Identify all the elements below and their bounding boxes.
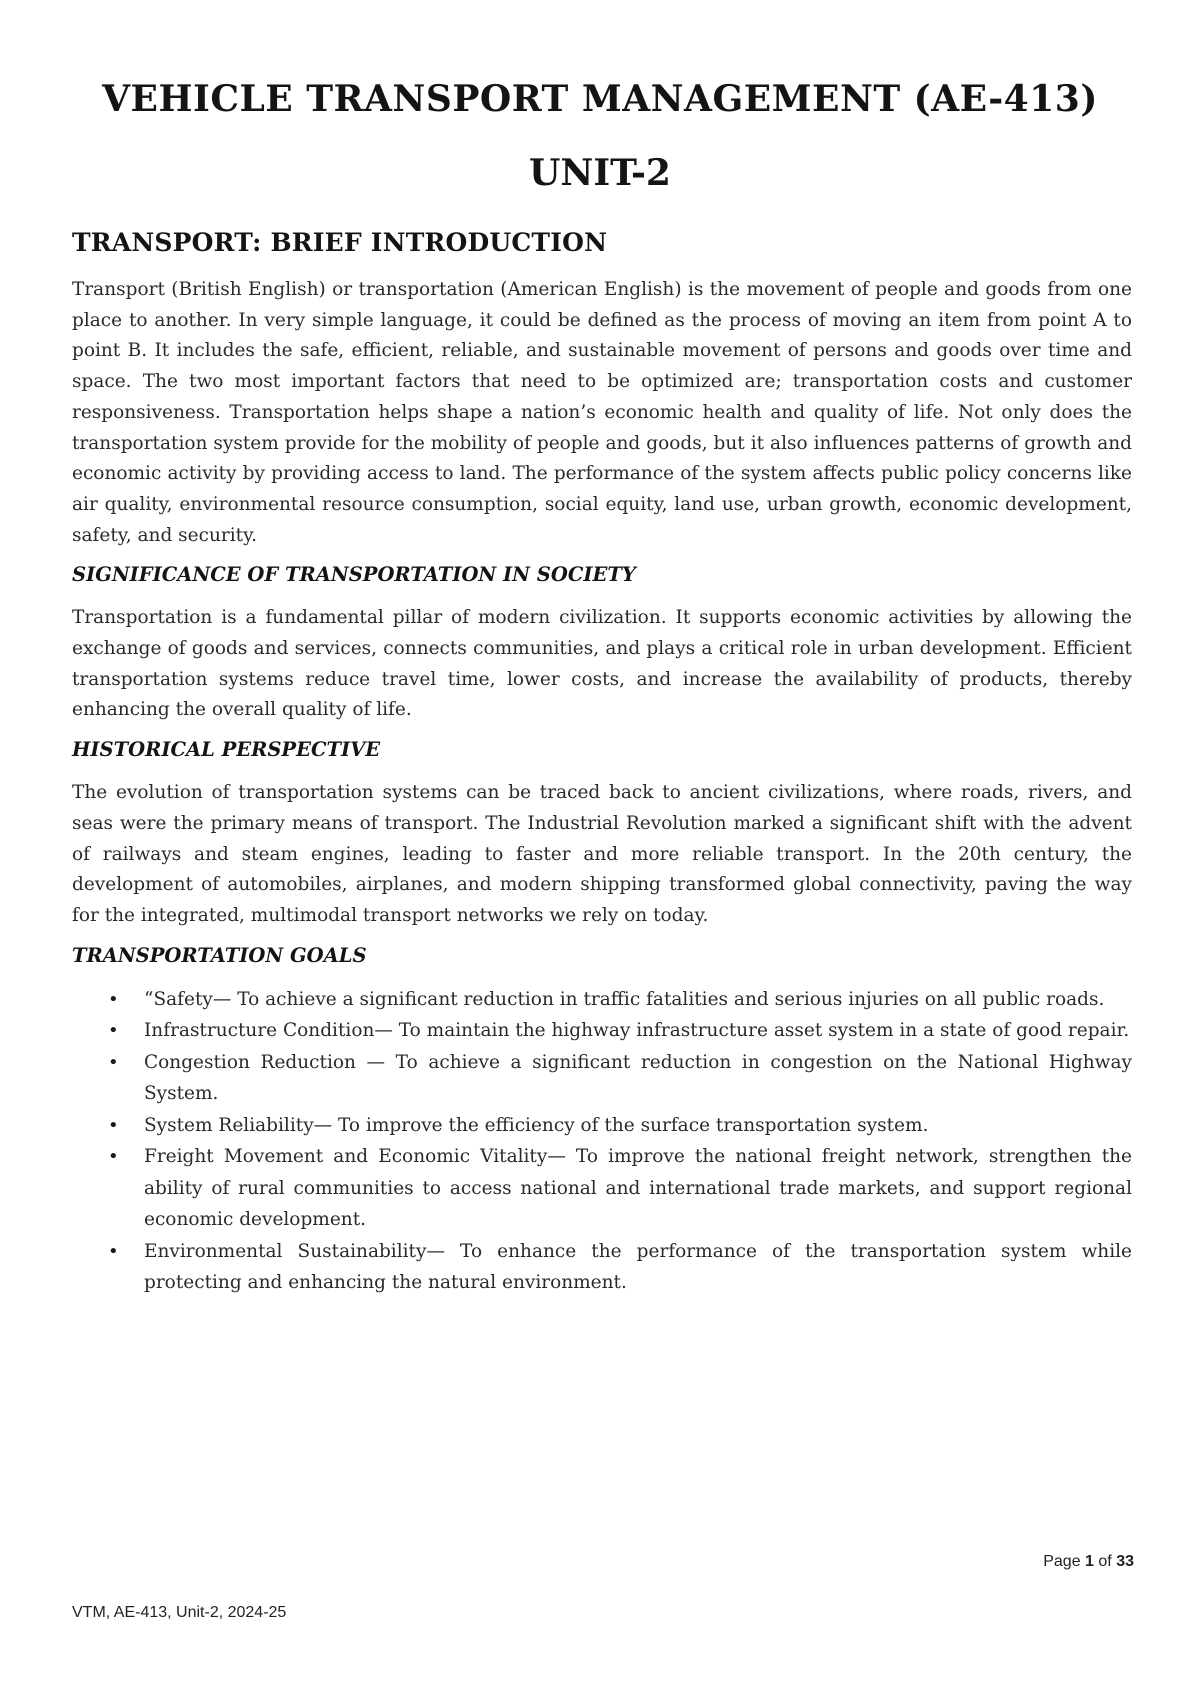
document-body (72, 228, 1132, 1299)
bullet-icon: • (108, 988, 119, 1010)
significance-heading: SIGNIFICANCE OF TRANSPORTATION IN SOCIETY (72, 563, 636, 587)
unit-heading: UNIT-2 (529, 152, 671, 194)
page-of: of (1098, 1553, 1112, 1570)
page-total: 33 (1116, 1553, 1134, 1570)
goal-text: System Reliability— To improve the efficiency of the surface transportation system. (144, 1114, 929, 1136)
goal-text: Environmental Sustainability— To enhance the performance of the transportation system while protecting and enhancing the natural environment. (144, 1240, 1132, 1294)
document-title: VEHICLE TRANSPORT MANAGEMENT (AE-413) (102, 78, 1098, 120)
goal-item (108, 984, 1132, 1016)
bullet-icon: • (108, 1020, 119, 1042)
intro-heading: TRANSPORT: BRIEF INTRODUCTION (72, 228, 608, 257)
historical-heading: HISTORICAL PERSPECTIVE (72, 738, 381, 762)
goals-heading: TRANSPORTATION GOALS (72, 943, 367, 967)
page-current: 1 (1085, 1553, 1094, 1570)
goal-item (108, 1015, 1132, 1047)
goal-text: “Safety— To achieve a significant reduction in traffic fatalities and serious injuries on all public roads. (144, 988, 1105, 1010)
historical-paragraph: The evolution of transportation systems can be traced back to ancient civilizations, where roads, rivers, and seas were the primary means of transport. The Industrial Revolution marked a significant shift with the advent of railways and steam engines, leading to faster and more reliable transport. In the 20th century, the development of automobiles, airplanes, and modern shipping transformed global connectivity, paving the way for the integrated, multimodal transport networks we rely on today. (72, 782, 1132, 926)
page-number (1043, 1553, 1134, 1571)
goal-item (108, 1236, 1132, 1299)
page-label: Page (1043, 1553, 1081, 1570)
goal-item (108, 1047, 1132, 1110)
bullet-icon: • (108, 1240, 119, 1262)
goal-text: Freight Movement and Economic Vitality— To improve the national freight network, strengthen the ability of rural communities to access national and international trade markets, and support regional economic development. (144, 1146, 1132, 1231)
intro-paragraph: Transport (British English) or transportation (American English) is the movement of people and goods from one place to another. In very simple language, it could be defined as the process of moving an item from point A to point B. It includes the safe, efficient, reliable, and sustainable movement of persons and goods over time and space. The two most important factors that need to be optimized are; transportation costs and customer responsiveness. Transportation helps shape a nation’s economic health and quality of life. Not only does the transportation system provide for the mobility of people and goods, but it also influences patterns of growth and economic activity by providing access to land. The performance of the system affects public policy concerns like air quality, environmental resource consumption, social equity, land use, urban growth, economic development, safety, and security. (72, 279, 1132, 546)
goal-text: Congestion Reduction — To achieve a significant reduction in congestion on the National Highway System. (144, 1051, 1132, 1105)
goal-text: Infrastructure Condition— To maintain the highway infrastructure asset system in a state of good repair. (144, 1020, 1130, 1042)
footer-doc-ref: VTM, AE-413, Unit-2, 2024-25 (72, 1604, 287, 1621)
significance-paragraph: Transportation is a fundamental pillar of modern civilization. It supports economic activities by allowing the exchange of goods and services, connects communities, and plays a critical role in urban development. Efficient transportation systems reduce travel time, lower costs, and increase the availability of products, thereby enhancing the overall quality of life. (72, 607, 1132, 721)
bullet-icon: • (108, 1051, 119, 1073)
goal-item (108, 1110, 1132, 1142)
goal-item (108, 1141, 1132, 1236)
goals-list (72, 984, 1132, 1299)
bullet-icon: • (108, 1146, 119, 1168)
bullet-icon: • (108, 1114, 119, 1136)
